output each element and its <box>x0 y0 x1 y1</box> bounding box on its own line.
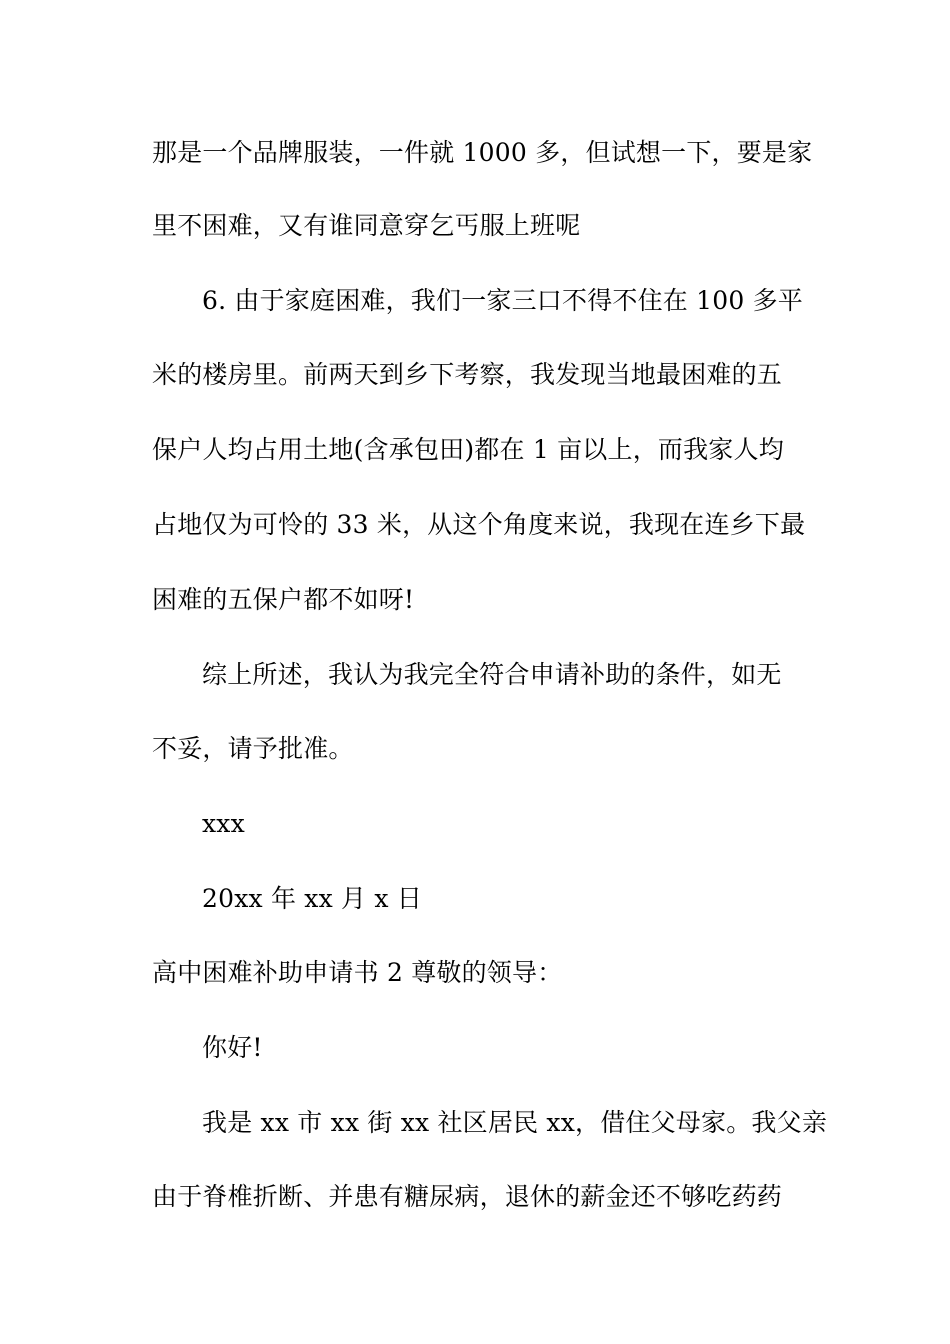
text-line: 综上所述，我认为我完全符合申请补助的条件，如无 <box>202 660 782 689</box>
text-line: 我是 xx 市 xx 街 xx 社区居民 xx，借住父母家。我父亲 <box>202 1108 828 1137</box>
text-line: 6. 由于家庭困难，我们一家三口不得不住在 100 多平 <box>202 286 804 315</box>
text-line: 里不困难，又有谁同意穿乞丐服上班呢 <box>152 211 581 240</box>
greeting: 你好! <box>202 1033 263 1062</box>
signature-name: xxx <box>202 809 245 838</box>
text-line: 那是一个品牌服装，一件就 1000 多，但试想一下，要是家 <box>152 138 813 167</box>
date-line: 20xx 年 xx 月 x 日 <box>202 884 423 913</box>
section-heading: 高中困难补助申请书 2 尊敬的领导： <box>152 958 563 987</box>
text-line: 困难的五保户都不如呀! <box>152 585 415 614</box>
text-line: 占地仅为可怜的 33 米，从这个角度来说，我现在连乡下最 <box>152 510 806 539</box>
text-line: 不妥，请予批准。 <box>152 734 354 763</box>
text-line: 由于脊椎折断、并患有糖尿病，退休的薪金还不够吃药药 <box>152 1182 783 1211</box>
text-line: 米的楼房里。前两天到乡下考察，我发现当地最困难的五 <box>152 360 783 389</box>
text-line: 保户人均占用土地(含承包田)都在 1 亩以上，而我家人均 <box>152 435 784 464</box>
